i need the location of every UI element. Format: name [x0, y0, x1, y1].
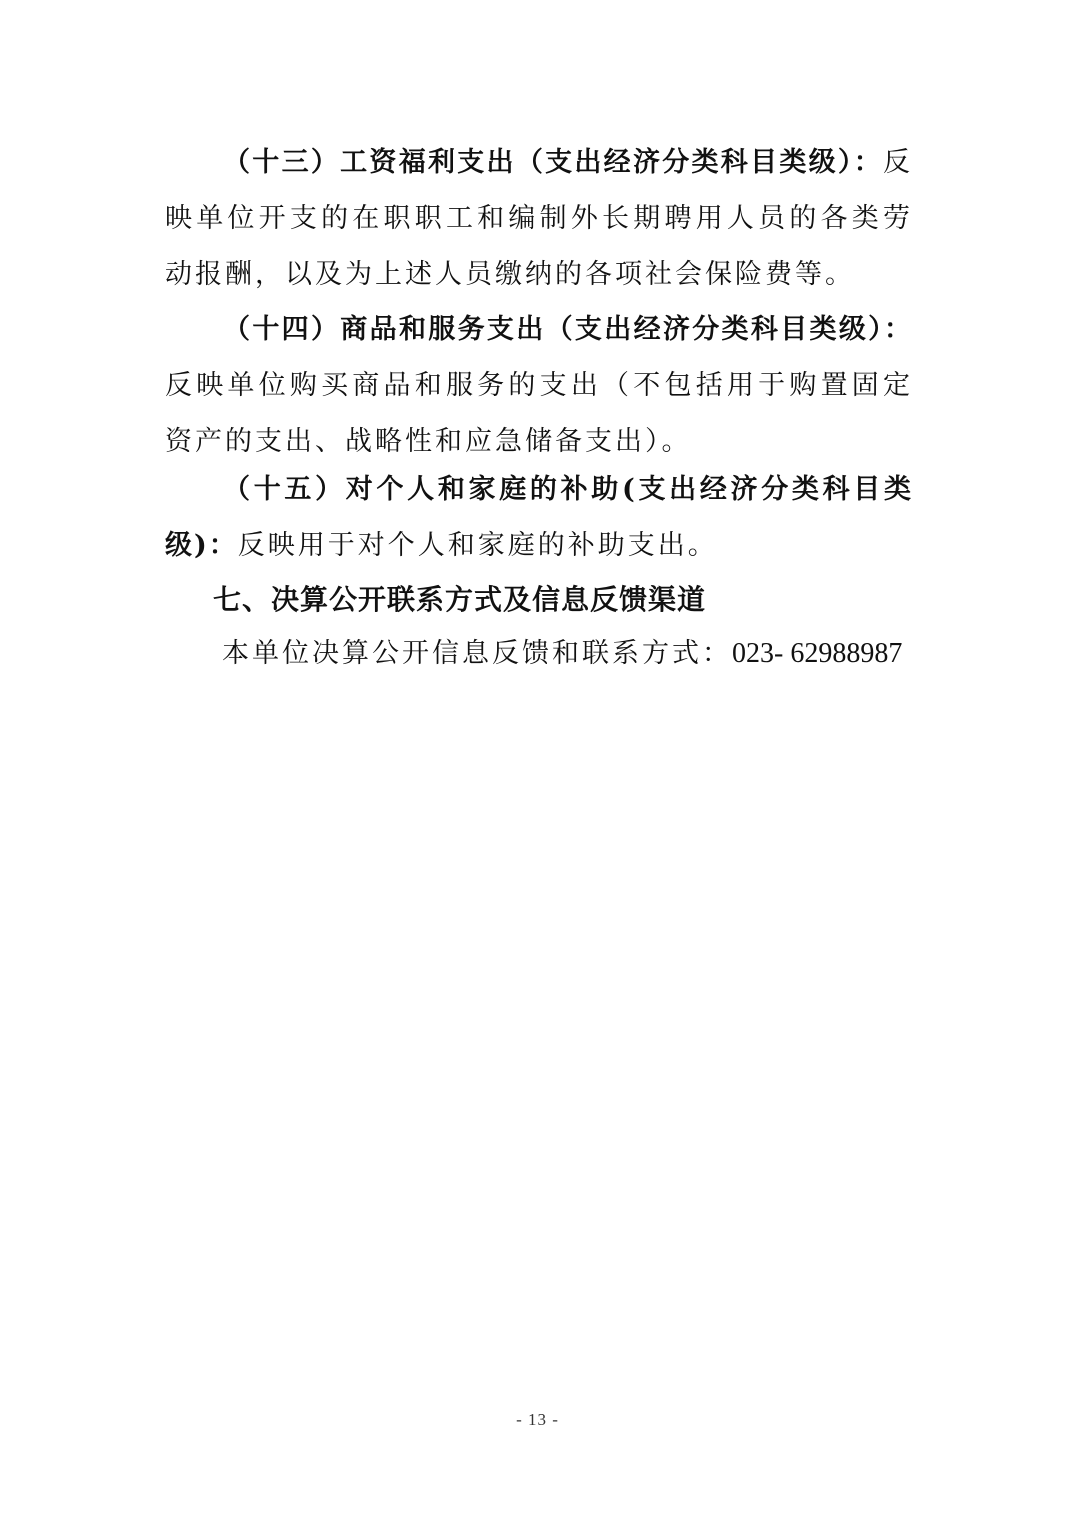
paragraph-household-subsidy: [165, 462, 913, 574]
contact-phone: 023- 62988987: [732, 638, 903, 669]
page-number: - 13 -: [516, 1410, 559, 1429]
section-heading: 七、决算公开联系方式及信息反馈渠道: [213, 583, 707, 616]
paragraph-heading: （十四）商品和服务支出（支出经济分类科目类级）：: [223, 314, 913, 345]
contact-line: [222, 626, 902, 682]
contact-label: 本单位决算公开信息反馈和联系方式：: [222, 638, 732, 669]
paragraph-heading: （十三）工资福利支出（支出经济分类科目类级）：: [223, 147, 883, 178]
paragraph-goods-services: [165, 302, 913, 470]
paragraph-body: 反映用于对个人和家庭的补助支出。: [237, 530, 718, 561]
paragraph-body: 反映单位购买商品和服务的支出（不包括用于购置固定资产的支出、战略性和应急储备支出）。: [165, 370, 913, 457]
paragraph-heading: （十五）对个人和家庭的补助(支出经济分类科目类级)：: [165, 474, 913, 561]
paragraph-wage-welfare: [165, 135, 913, 303]
paragraph-body: 反映单位开支的在职职工和编制外长期聘用人员的各类劳动报酬，以及为上述人员缴纳的各项社会保险费等。: [165, 147, 913, 290]
